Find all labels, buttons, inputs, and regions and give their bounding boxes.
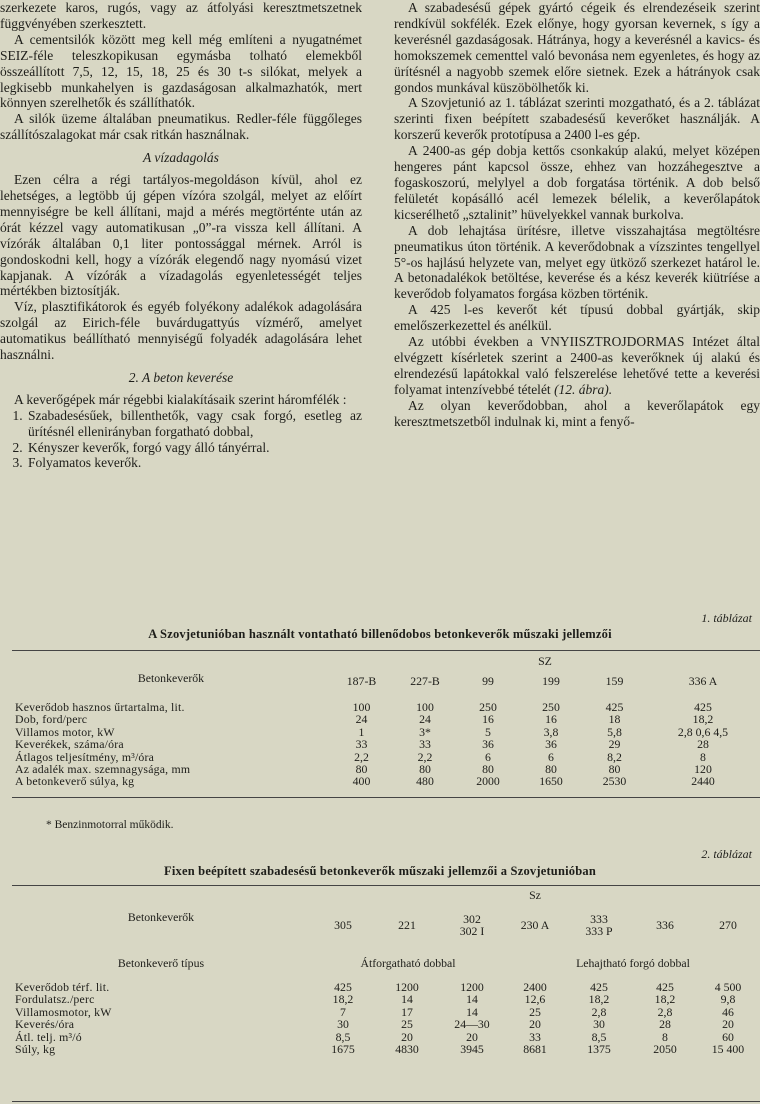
table-row [12,993,760,1005]
table-cell: 18,2 [692,712,714,727]
mixer-types-list [0,408,362,472]
table-rule [12,797,760,798]
table-row [12,701,760,713]
table-cell: 80 [419,762,431,777]
paragraph: A Szovjetunió az 1. táblázat szerinti mozgatható, és a 2. táblázat szerinti fixen beépített szabadesésű keverőket használják. A korszerű keverők prototípusa a 2400 l-es gép. [394,95,760,143]
table-cell: 20 [722,1017,734,1032]
table-cell: 425 [334,980,352,994]
table-cell: 14 [466,1004,478,1019]
table-cell: 20 [466,1029,478,1044]
table-cell: 8681 [523,1042,547,1057]
table-cell: 24—30 [454,1017,490,1032]
column-header: 336 [656,917,674,932]
table-cell: 480 [416,774,434,789]
column-header: 336 A [688,674,718,688]
group-header: SZ [538,654,552,668]
column-header: 305 [334,917,352,932]
table-cell: 36 [545,737,557,752]
paragraph: A keverőgépek már régebbi kialakításaik szerint háromfélék : [14,391,347,407]
paragraph: Ezen célra a régi tartályos-megoldáson kívül, ahol ez lehetséges, a legtöbb új gépen vízóra szolgál, melyet az előírt mennyiségre be kell állítani, majd a mérés megtörténte után az órát kézzel vagy automatikusan „0”-ra vissza kell állítani. A vízórák általában 0,1 liter pontossággal mérnek. Arról is gondoskodni kell, hogy a vízórák elegendő nagy nyomású vizet kapjanak. A vízórák a vízadagolás egyenletességét teljes mértékben biztosítják. [0,172,362,299]
table-cell: 7 [340,1004,346,1019]
table-cell: 425 [605,700,624,714]
table-cell: 14 [466,992,478,1007]
paragraph: Víz, plasztifikátorok és egyéb folyékony adalékok adagolására szolgál az Eirich-féle buvárdugattyús vízmérő, amelyet automatikus beállítható mennyiségű folyadék adagolására lehet használni. [0,299,362,363]
table-cell: 60 [722,1029,734,1044]
table-rule [12,885,760,886]
table2 [12,889,760,1055]
table-cell: 8 [700,749,706,764]
row-label: Keverékek, száma/óra [15,737,124,752]
table-cell: 18,2 [654,992,676,1007]
table-cell: 1650 [539,774,563,789]
row-label: Keverés/óra [15,1017,75,1032]
table-cell: 28 [659,1017,671,1032]
table-row [12,713,760,725]
table-cell: 46 [722,1004,734,1019]
table-cell: 8 [662,1029,668,1044]
table-cell: 3* [419,724,431,739]
footnote: * Benzinmotorral működik. [46,819,174,831]
paragraph: A 2400-as gép dobja kettős csonkakúp alakú, melyet középen hengeres pánt kapcsol össze, ehhez van hozzáhegesztve a fogaskoszorú, melylyel a dob forgatása történik. A dob belső felületét kopásálló acél lemezek bélelik, a keverőlapátok kicserélhető „sztalinit” hüvelyekkel vannak burkolva. [394,143,760,222]
table-cell: 30 [337,1017,349,1032]
table-cell: 80 [545,762,557,777]
list-item: 3. Folyamatos keverők. [26,455,362,471]
table-rule [12,1101,760,1102]
row-header: Betonkeverők [127,909,195,924]
column-header: 221 [398,917,416,932]
row-label: Villamos motor, kW [15,724,115,739]
table-cell: 4 500 [714,980,742,994]
table-cell: 100 [416,700,434,714]
column-header: 187-B [346,674,377,688]
table-number: 1. táblázat [701,611,752,625]
table-cell: 250 [479,700,497,714]
paragraph: A silók üzeme általában pneumatikus. Redler-féle függőleges szállítószalagokat már csak ritkán használnak. [0,111,362,143]
column-header: 270 [719,917,737,932]
table-cell: 1675 [331,1042,355,1057]
paragraph [394,334,760,398]
table-cell: 120 [694,762,712,777]
table-number: 2. táblázat [701,847,752,861]
table-cell: 8,5 [591,1029,607,1044]
table-row [12,726,760,738]
column-header: 227-B [410,674,440,688]
table-cell: 18,2 [332,992,354,1007]
table-cell: 17 [401,1004,413,1019]
column-header: 99 [482,674,494,688]
type-header: Betonkeverő típus [117,955,205,970]
row-label: Az adalék max. szemnagysága, mm [15,762,191,777]
section-heading: A vízadagolás [143,150,219,166]
paragraph: A 425 l-es keverőt két típusú dobbal gyártják, skip emelőszerkezettel és anélkül. [394,302,760,334]
column-header: 199 [542,674,560,688]
row-label: Súly, kg [15,1042,56,1057]
table-cell: 20 [529,1017,541,1032]
table-cell: 2400 [523,980,547,994]
table-cell: 12,6 [524,992,546,1007]
table-cell: 29 [608,737,621,752]
type-group-b: Lehajtható forgó dobbal [576,955,690,970]
table-row [12,981,760,993]
row-label: Fordulatsz./perc [15,992,95,1007]
paragraph: A cementsilók között meg kell még említeni a nyugatnémet SEIZ-féle teleszkopikusan egymásba tolható elemekből összeállított 7,5, 12, 15, 18, 25 és 30 t-s silókat, melyek a legkisebb munkahelyen is gazdaságosan alkalmazhatók, mert könnyen szerelhetők és szállíthatók. [0,31,362,111]
table-cell: 1200 [395,980,419,994]
row-label: Keverődob hasznos űrtartalma, lit. [15,700,185,714]
table-cell: 2,8 0,6 4,5 [677,724,729,739]
table-cell: 2,8 [657,1004,673,1019]
table-title: Fixen beépített szabadesésű betonkeverők műszaki jellemzői a Szovjetunióban [164,864,596,878]
left-text-column [0,0,362,471]
section-heading: 2. A beton keverése [128,369,234,385]
column-header: 333 333 P [585,911,613,938]
table-title: A Szovjetunióban használt vontatható billenődobos betonkeverők műszaki jellemzői [148,627,612,641]
type-group-a: Átforgatható dobbal [360,955,456,970]
table-row [12,738,760,750]
table-cell: 2000 [476,774,500,789]
paragraph: A szabadesésű gépek gyártó cégeik és elrendezéseik szerint rendkívül sokfélék. Ezek előnye, hogy gyorsan kevernek, s így a keverésnél gazdaságosak. Hátránya, hogy a keverésnél a kavics- és homokszemek cementtel való bevonása nem egyenletes, és hogy az ürítésnél a nagyobb szemek előre sietnek. Ezek a hátrányok csak gondos munkával küszöbölhetők ki. [394,0,760,95]
table-cell: 4830 [395,1042,419,1057]
row-label: Átlagos teljesítmény, m³/óra [15,749,155,764]
list-item: 2. Kényszer keverők, forgó vagy álló tányérral. [26,440,362,456]
table-cell: 3945 [460,1042,484,1057]
row-label: Átl. telj. m³/ó [15,1029,82,1044]
paragraph-text: Az utóbbi években a VNYIISZTROJDORMAS Intézet által elvégzett kísérletek szerint a 2400-as keverőknek új alakú és elrendezésű lapátokkal való felszerelése lehetővé tette a keverési folyamat intenzívebbé tételét [394,334,760,397]
table-cell: 80 [355,762,368,777]
paragraph: szerkezete karos, rugós, vagy az átfolyási keresztmetszetnek függvényében szerkesztett. [0,0,362,31]
row-label: Dob, ford/perc [15,712,88,727]
right-text-column [394,0,760,429]
table-cell: 2,2 [354,749,369,764]
paragraph: Az olyan keverődobban, ahol a keverőlapátok egy keresztmetszetből indulnak ki, mint a fenyő- [394,397,760,429]
table-cell: 5,8 [607,724,622,739]
table-cell: 2,2 [417,749,433,764]
table-cell: 8,2 [607,749,622,764]
column-header: 159 [605,674,624,688]
table-cell: 9,8 [720,992,736,1007]
table-cell: 100 [352,700,371,714]
table-cell: 425 [590,980,608,994]
table-cell: 18,2 [588,992,610,1007]
paragraph: A dob lehajtása ürítésre, illetve visszahajtása megtöltésre pneumatikus úton történik. A keverődobnak a vízszintes tengellyel 5°-os hajlású helyzete van, melyet egy ütköző szerkezet határol le. A betonadalékok betöltése, keverése és a kész keverék kiütríése a keverődob folyamatos forgása közben történik. [394,222,760,302]
table-cell: 33 [419,737,431,752]
table-cell: 2440 [691,774,715,789]
table1 [12,655,760,788]
row-label: Keverődob térf. lit. [15,980,110,994]
table-cell: 24 [355,712,368,727]
table-cell: 250 [542,700,560,714]
table-cell: 16 [482,712,494,727]
list-item: 1. Szabadesésűek, billenthetők, vagy csak forgó, esetleg az ürítésnél ellenirányban forgatható dobbal, [26,408,362,440]
table-row [12,1018,760,1030]
table-cell: 6 [485,749,491,764]
table-row [12,1006,760,1018]
table-cell: 2530 [602,774,627,789]
table-cell: 80 [608,762,621,777]
group-header: Sz [529,888,541,902]
column-header: 230 A [520,917,550,932]
table-row [12,1031,760,1043]
row-header: Betonkeverők [137,670,205,685]
row-label: Villamosmotor, kW [15,1004,112,1019]
table-cell: 25 [401,1017,413,1032]
table-cell: 33 [355,737,368,752]
table-rule [12,650,760,651]
table-cell: 36 [482,737,494,752]
table-cell: 8,5 [335,1029,351,1044]
table-cell: 14 [401,992,413,1007]
column-header: 302 302 I [459,911,485,938]
table-cell: 5 [485,724,491,739]
table-row [12,1043,760,1055]
figure-reference: (12. ábra). [554,381,613,397]
table-cell: 30 [593,1017,605,1032]
table-cell: 20 [401,1029,413,1044]
table-cell: 3,8 [543,724,559,739]
table-cell: 1375 [587,1042,611,1057]
row-label: A betonkeverő súlya, kg [15,774,135,789]
table-cell: 24 [419,712,431,727]
table-cell: 18 [608,712,621,727]
table-cell: 1200 [460,980,484,994]
table-cell: 400 [352,774,371,789]
table-cell: 33 [529,1029,541,1044]
table-cell: 425 [656,980,674,994]
table-cell: 80 [482,762,494,777]
table-cell: 25 [529,1004,541,1019]
table-cell: 425 [694,700,712,714]
table-cell: 1 [358,724,365,739]
table-cell: 6 [548,749,554,764]
table-cell: 2,8 [591,1004,607,1019]
table-row [12,775,760,787]
table-cell: 16 [545,712,557,727]
table-cell: 15 400 [711,1042,745,1057]
table-cell: 2050 [653,1042,677,1057]
table-cell: 28 [697,737,709,752]
